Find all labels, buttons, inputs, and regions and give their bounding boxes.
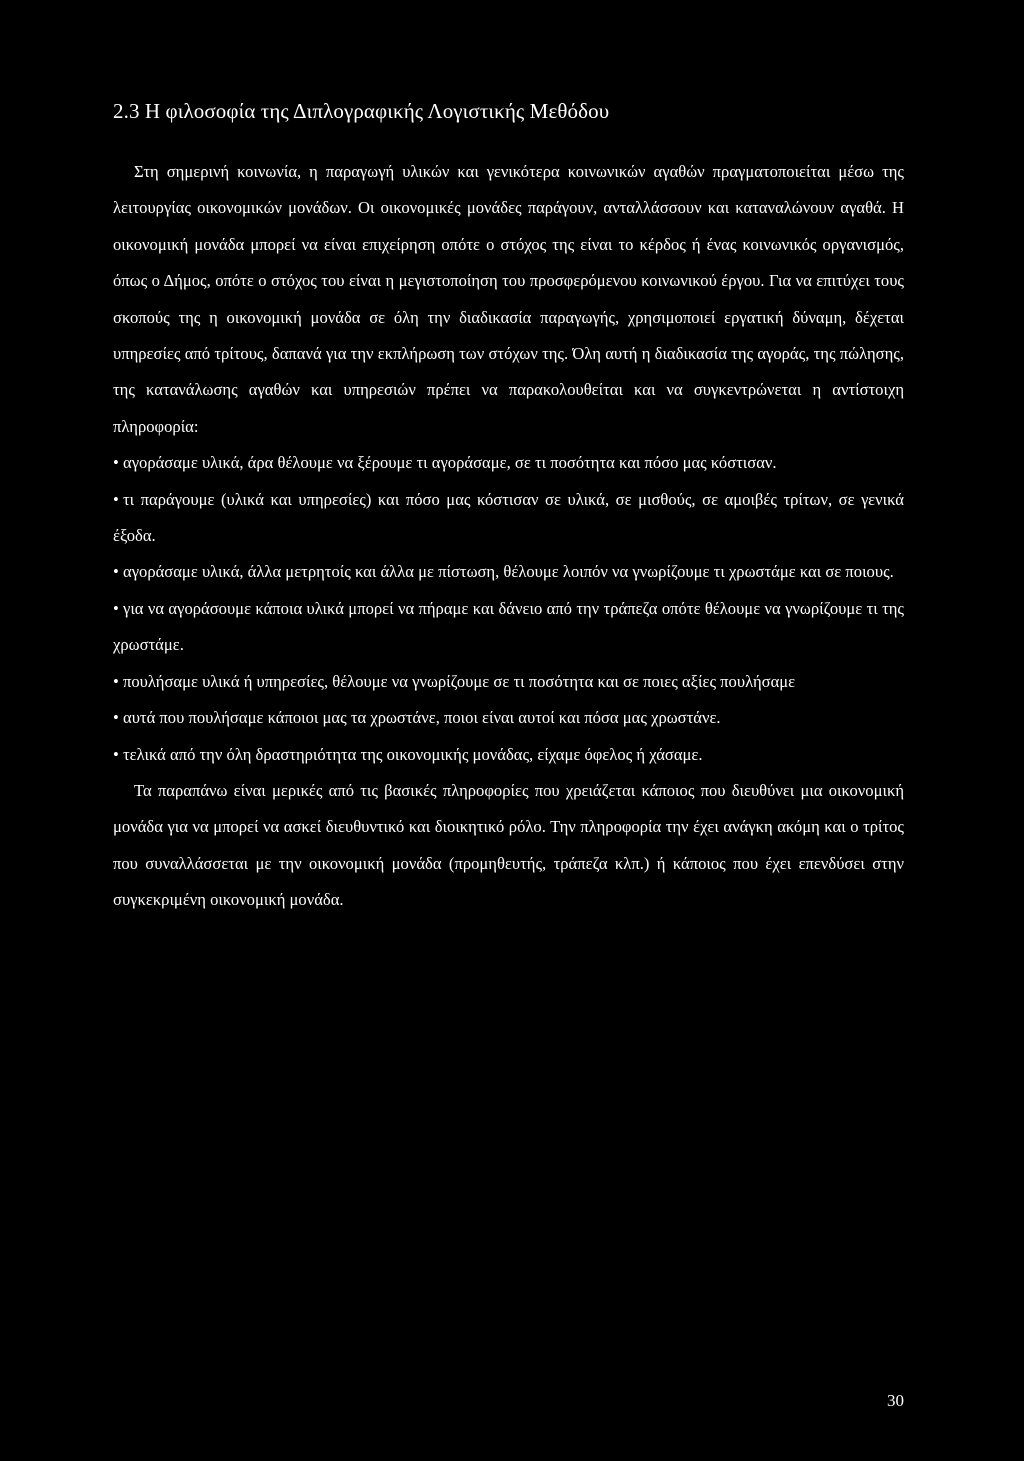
list-item bbox=[113, 591, 904, 664]
list-item-text: τι παράγουμε (υλικά και υπηρεσίες) και πόσο μας κόστισαν σε υλικά, σε μισθούς, σε αμοιβές τρίτων, σε γενικά έξοδα. bbox=[113, 489, 904, 546]
list-item bbox=[113, 737, 904, 773]
list-item bbox=[113, 554, 904, 590]
bullet-icon: • bbox=[113, 489, 119, 509]
document-page bbox=[113, 96, 904, 919]
list-item bbox=[113, 482, 904, 555]
list-item bbox=[113, 664, 904, 700]
list-item bbox=[113, 445, 904, 481]
closing-paragraph: Τα παραπάνω είναι μερικές από τις βασικές πληροφορίες που χρειάζεται κάποιος που διευθύνει μια οικονομική μονάδα για να μπορεί να ασκεί διευθυντικό και διοικητικό ρόλο. Την πληροφορία την έχει ανάγκη ακόμη και ο τρίτος που συναλλάσσεται με την οικονομική μονάδα (προμηθευτής, τράπεζα κλπ.) ή κάποιος που έχει επενδύσει στην συγκεκριμένη οικονομική μονάδα. bbox=[113, 780, 904, 910]
information-bullet-list bbox=[113, 445, 904, 773]
bullet-icon: • bbox=[113, 453, 119, 473]
list-item-text: τελικά από την όλη δραστηριότητα της οικονομικής μονάδας, είχαμε όφελος ή χάσαμε. bbox=[123, 744, 703, 764]
page-number: 30 bbox=[887, 1391, 904, 1410]
list-item-text: αυτά που πουλήσαμε κάποιοι μας τα χρωστάνε, ποιοι είναι αυτοί και πόσα μας χρωστάνε. bbox=[123, 708, 721, 728]
list-item bbox=[113, 700, 904, 736]
bullet-icon: • bbox=[113, 671, 119, 691]
bullet-icon: • bbox=[113, 744, 119, 764]
bullet-icon: • bbox=[113, 598, 119, 618]
intro-paragraph: Στη σημερινή κοινωνία, η παραγωγή υλικών και γενικότερα κοινωνικών αγαθών πραγματοποιείται μέσω της λειτουργίας οικονομικών μονάδων. Οι οικονομικές μονάδες παράγουν, ανταλλάσσουν και καταναλώνουν αγαθά. Η οικονομική μονάδα μπορεί να είναι επιχείρηση οπότε ο στόχος της είναι το κέρδος ή ένας κοινωνικός οργανισμός, όπως ο Δήμος, οπότε ο στόχος του είναι η μεγιστοποίηση του προσφερόμενου κοινωνικού έργου. Για να επιτύχει τους σκοπούς της η οικονομική μονάδα σε όλη την διαδικασία παραγωγής, χρησιμοποιεί εργατική δύναμη, δέχεται υπηρεσίες από τρίτους, δαπανά για την εκπλήρωση των στόχων της. Όλη αυτή η διαδικασία της αγοράς, της πώλησης, της κατανάλωσης αγαθών και υπηρεσιών πρέπει να παρακολουθείται και να συγκεντρώνεται η αντίστοιχη πληροφορία: bbox=[113, 162, 904, 436]
list-item-text: πουλήσαμε υλικά ή υπηρεσίες, θέλουμε να γνωρίζουμε σε τι ποσότητα και σε ποιες αξίες πουλήσαμε bbox=[123, 671, 796, 691]
bullet-icon: • bbox=[113, 562, 119, 582]
list-item-text: για να αγοράσουμε κάποια υλικά μπορεί να πήραμε και δάνειο από την τράπεζα οπότε θέλουμε να γνωρίζουμε τι της χρωστάμε. bbox=[113, 598, 904, 655]
list-item-text: αγοράσαμε υλικά, άλλα μετρητοίς και άλλα με πίστωση, θέλουμε λοιπόν να γνωρίζουμε τι χρωστάμε και σε ποιους. bbox=[123, 562, 894, 582]
bullet-icon: • bbox=[113, 708, 119, 728]
section-heading: 2.3 Η φιλοσοφία της Διπλογραφικής Λογιστικής Μεθόδου bbox=[113, 99, 610, 123]
list-item-text: αγοράσαμε υλικά, άρα θέλουμε να ξέρουμε τι αγοράσαμε, σε τι ποσότητα και πόσο μας κόστισαν. bbox=[123, 453, 777, 473]
